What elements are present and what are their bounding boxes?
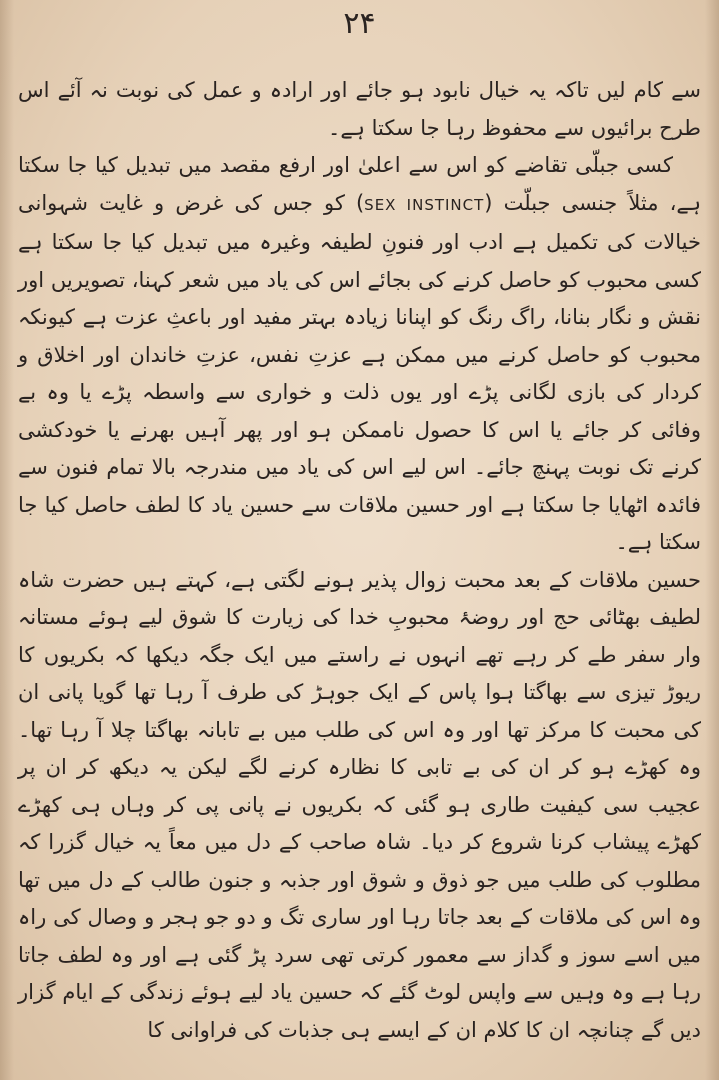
body-text (18, 72, 701, 1049)
paragraph-1 (18, 72, 701, 147)
page-edge-shadow-right (705, 0, 719, 1080)
page-edge-shadow-left (0, 0, 14, 1080)
paragraph-2-english-term: SEX INSTINCT (364, 195, 485, 214)
paragraph-2 (18, 147, 701, 562)
paragraph-2-text-before: کسی جبلّی تقاضے کو اس سے اعلیٰ اور ارفع مقصد میں تبدیل کیا جا سکتا ہے، مثلاً جنسی جبلّت ( (18, 153, 702, 215)
paragraph-1-text: سے کام لیں تاکہ یہ خیال نابود ہو جائے اور ارادہ و عمل کی نوبت نہ آئے اس طرح برائیوں سے محفوظ رہا جا سکتا ہے۔ (18, 78, 701, 140)
paragraph-3-text: حسین ملاقات کے بعد محبت زوال پذیر ہونے لگتی ہے، کہتے ہیں حضرت شاہ لطیف بھٹائی حج اور روضۂ محبوبِ خدا کی زیارت کا شوق لیے ہوئے مستانہ وار سفر طے کر رہے تھے انہوں نے راستے میں ایک جگہ دیکھا کہ بکریوں کا ریوڑ تیزی سے بھاگتا ہوا پاس کے ایک جوہڑ کی طرف آ رہا تھا گویا پانی ان کی محبت کا مرکز تھا اور وہ اس کی طلب میں بے تابانہ بھاگتا چلا آ رہا تھا۔ وہ کھڑے ہو کر ان کی بے تابی کا نظارہ کرنے لگے لیکن یہ دیکھ کر ان پر عجیب سی کیفیت طاری ہو گئی کہ بکریوں نے پانی پی کر وہاں ہی کھڑے کھڑے پیشاب کرنا شروع کر دیا۔ شاہ صاحب کے دل میں معاً یہ خیال گزرا کہ مطلوب کی طلب میں جو ذوق و شوق اور جذبہ و جنون طالب کے دل میں تھا وہ اس کی ملاقات کے بعد جاتا رہا اور ساری تگ و دو جو ہجر و وصال کی راہ میں اسے سوز و گداز سے معمور کرتی تھی سرد پڑ گئی ہے اور وہ لطف جاتا رہا ہے وہ وہیں سے واپس لوٹ گئے کہ حسین یاد لیے ہوئے زندگی کے ایام گزار دیں گے چنانچہ ان کا کلام ان کے ایسے ہی جذبات کی فراوانی کا (18, 567, 701, 1042)
page-number: ۲۴ (343, 6, 376, 41)
paragraph-2-text-after: ) کو جس کی غرض و غایت شہوانی خیالات کی تکمیل ہے ادب اور فنونِ لطیفہ وغیرہ میں تبدیل کیا جا سکتا ہے کسی محبوب کو حاصل کرنے کی بجائے اس کی یاد میں شعر کہنا، تصویریں اور نقش و نگار بنانا، راگ رنگ کو اپنانا زیادہ بہتر مفید اور باعثِ عزت ہے کیونکہ محبوب کو حاصل کرنے میں ممکن ہے عزتِ نفس، عزتِ خاندان اور اخلاق و کردار کی بازی لگانی پڑے اور یوں ذلت و خواری سے واسطہ پڑے یا وہ بے وفائی کر جائے یا اس کا حصول ناممکن ہو اور پھر آہیں بھرنے یا خودکشی کرنے تک نوبت پہنچ جائے۔ اس لیے اس کی یاد میں مندرجہ بالا تمام فنون سے فائدہ اٹھایا جا سکتا ہے اور حسین ملاقات سے حسین یاد کا لطف حاصل کیا جا سکتا ہے۔ (18, 190, 701, 554)
paragraph-3 (18, 562, 701, 1050)
